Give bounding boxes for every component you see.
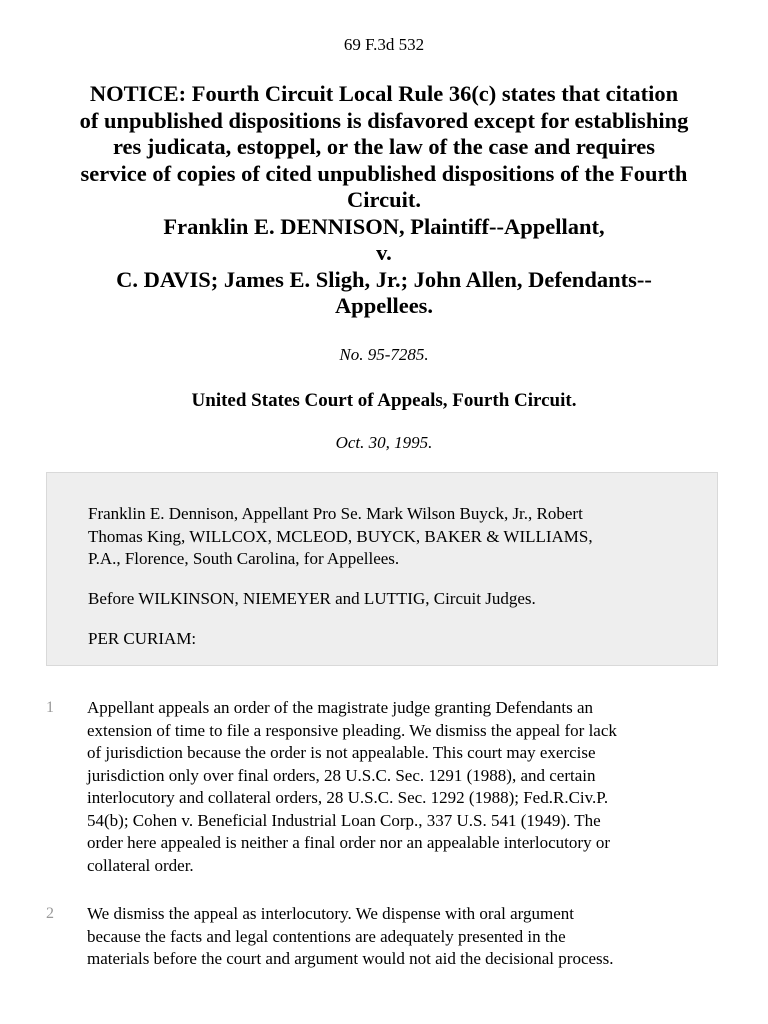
paragraph-text — [87, 903, 723, 971]
paragraph-line: We dismiss the appeal as interlocutory. We dispense with oral argument — [87, 904, 574, 923]
paragraph-line: extension of time to file a responsive pleading. We dismiss the appeal for lack — [87, 720, 617, 740]
decision-date: Oct. 30, 1995. — [335, 433, 433, 452]
notice-line: of unpublished dispositions is disfavored except for establishing — [79, 107, 689, 133]
per-curiam-label: PER CURIAM: — [88, 629, 197, 648]
caption-line: Franklin E. DENNISON, Plaintiff--Appellant, — [163, 213, 605, 239]
counsel-line: Thomas King, WILLCOX, MCLEOD, BUYCK, BAKER & WILLIAMS, — [88, 526, 593, 546]
paragraph-line: 54(b); Cohen v. Beneficial Industrial Loan Corp., 337 U.S. 541 (1949). The — [87, 810, 601, 830]
paragraph-line: interlocutory and collateral orders, 28 U.S.C. Sec. 1292 (1988); Fed.R.Civ.P. — [87, 788, 609, 807]
caption-line: Appellees. — [334, 293, 434, 318]
case-heading — [40, 81, 728, 320]
paragraph-line: order here appealed is neither a final order nor an appealable interlocutory or — [87, 833, 610, 852]
docket-number: No. 95-7285. — [339, 345, 429, 364]
paragraph-line: Appellant appeals an order of the magistrate judge granting Defendants an — [87, 698, 594, 717]
court-name: United States Court of Appeals, Fourth Circuit. — [191, 390, 577, 411]
paragraph-line: collateral order. — [87, 855, 194, 875]
paragraph-text — [87, 697, 723, 877]
counsel-line: Franklin E. Dennison, Appellant Pro Se. Mark Wilson Buyck, Jr., Robert — [88, 504, 583, 523]
paragraph-line: materials before the court and argument would not aid the decisional process. — [87, 949, 614, 968]
caption-line: v. — [376, 240, 392, 265]
paragraph-number: 1 — [46, 699, 54, 716]
case-citation: 69 F.3d 532 — [343, 35, 425, 54]
paragraph-line: because the facts and legal contentions are adequately presented in the — [87, 926, 566, 946]
caption-line: C. DAVIS; James E. Sligh, Jr.; John Allen, Defendants-- — [116, 266, 652, 292]
notice-line: NOTICE: Fourth Circuit Local Rule 36(c) states that citation — [89, 81, 679, 106]
paragraph-number: 2 — [46, 905, 54, 922]
counsel-box — [46, 472, 718, 666]
notice-line: res judicata, estoppel, or the law of the case and requires — [112, 134, 656, 159]
notice-line: service of copies of cited unpublished dispositions of the Fourth — [80, 160, 688, 186]
counsel-text — [88, 503, 688, 571]
paragraph-line: of jurisdiction because the order is not appealable. This court may exercise — [87, 743, 596, 762]
paragraph-line: jurisdiction only over final orders, 28 U.S.C. Sec. 1291 (1988), and certain — [87, 765, 596, 785]
counsel-line: P.A., Florence, South Carolina, for Appellees. — [88, 549, 400, 568]
notice-line: Circuit. — [347, 187, 421, 212]
panel-judges: Before WILKINSON, NIEMEYER and LUTTIG, Circuit Judges. — [88, 589, 536, 608]
